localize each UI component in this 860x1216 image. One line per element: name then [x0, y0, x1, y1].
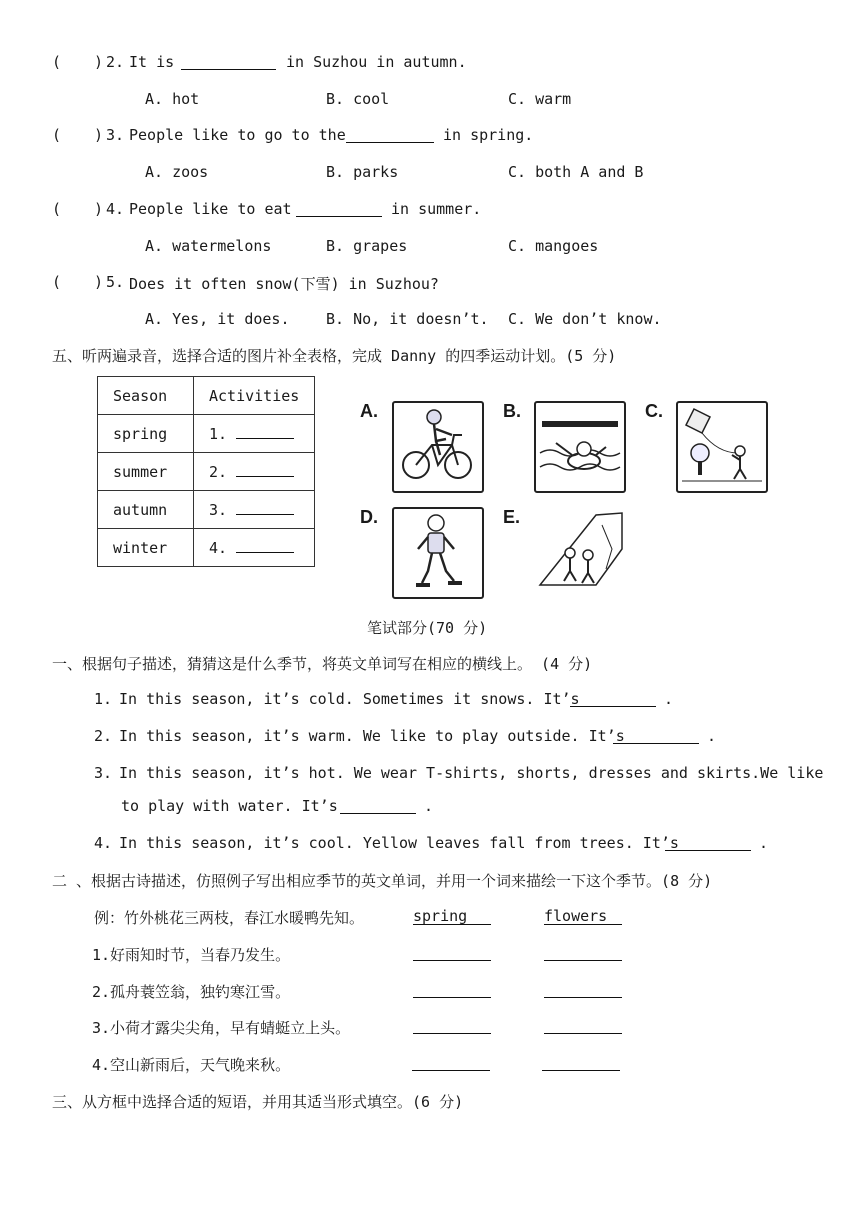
- poem-text: 1.好雨知时节，当春乃发生。: [92, 946, 291, 964]
- swimming-picture: [534, 401, 626, 493]
- table-row: [98, 491, 315, 529]
- answer-paren-open[interactable]: (: [52, 200, 62, 218]
- picture-label-a: A.: [360, 401, 378, 421]
- option-a: A. zoos: [145, 163, 209, 181]
- season-blank[interactable]: [412, 1070, 490, 1071]
- item-text: In this season, it’s hot. We wear T-shirts, shorts, dresses and skirts.We like: [119, 764, 824, 782]
- picture-label-d: D.: [360, 507, 378, 527]
- answer-paren-close: ): [94, 200, 104, 218]
- activity-blank[interactable]: [236, 500, 294, 515]
- answer-blank[interactable]: [613, 743, 699, 744]
- answer-paren-close: ): [94, 126, 104, 144]
- question-text: People like to go to the: [129, 126, 346, 144]
- item-text-line2: to play with water. It’s: [121, 797, 338, 815]
- hikers-icon: [536, 509, 624, 597]
- example-season: spring: [413, 907, 491, 925]
- kite-flying-picture: [676, 401, 768, 493]
- description-blank[interactable]: [544, 960, 622, 961]
- season-blank[interactable]: [413, 960, 491, 961]
- item-end: .: [664, 690, 674, 708]
- hiking-picture: [534, 507, 626, 599]
- season-blank[interactable]: [413, 997, 491, 998]
- row-number: 3.: [209, 501, 228, 519]
- activity-cell[interactable]: [194, 529, 315, 567]
- activity-cell[interactable]: [194, 415, 315, 453]
- item-text: In this season, it’s warm. We like to play outside. It’s: [119, 727, 625, 745]
- answer-blank[interactable]: [181, 69, 276, 70]
- kite-icon: [678, 403, 766, 491]
- question-text: Does it often snow(下雪) in Suzhou?: [129, 275, 439, 293]
- activity-blank[interactable]: [236, 538, 294, 553]
- skater-icon: [394, 509, 482, 597]
- option-c: C. mangoes: [508, 237, 599, 255]
- example-poem: 例：竹外桃花三两枝，春江水暖鸭先知。: [94, 909, 365, 927]
- option-c: C. warm: [508, 90, 572, 108]
- activity-blank[interactable]: [236, 462, 294, 477]
- table-row: [98, 529, 315, 567]
- swimmer-icon: [536, 403, 624, 491]
- poem-text: 2.孤舟蓑笠翁，独钓寒江雪。: [92, 983, 291, 1001]
- season-activity-table: [97, 376, 315, 567]
- season-cell: spring: [98, 415, 194, 453]
- answer-blank[interactable]: [570, 706, 656, 707]
- part-2-title: 二 、根据古诗描述，仿照例子写出相应季节的英文单词，并用一个词来描绘一下这个季节。(8 分): [52, 872, 713, 890]
- season-cell: summer: [98, 453, 194, 491]
- question-number: 5.: [106, 273, 125, 291]
- item-number: 2.: [94, 727, 113, 745]
- item-end: .: [707, 727, 717, 745]
- option-b: B. No, it doesn’t.: [326, 310, 489, 328]
- description-blank[interactable]: [544, 1033, 622, 1034]
- question-number: 3.: [106, 126, 125, 144]
- example-word: flowers: [544, 907, 622, 925]
- answer-blank[interactable]: [346, 142, 434, 143]
- item-text: In this season, it’s cold. Sometimes it snows. It’s: [119, 690, 580, 708]
- question-text-after: in summer.: [391, 200, 482, 218]
- answer-paren-open[interactable]: (: [52, 53, 62, 71]
- item-end: .: [759, 834, 769, 852]
- section-5-title: 五、听两遍录音，选择合适的图片补全表格，完成 Danny 的四季运动计划。(5 分): [52, 347, 617, 365]
- answer-paren-open[interactable]: (: [52, 126, 62, 144]
- answer-paren-close: ): [94, 273, 104, 291]
- answer-blank[interactable]: [296, 216, 382, 217]
- row-number: 4.: [209, 539, 228, 557]
- season-cell: winter: [98, 529, 194, 567]
- answer-blank[interactable]: [665, 850, 751, 851]
- poem-text: 3.小荷才露尖尖角，早有蜻蜓立上头。: [92, 1019, 351, 1037]
- cycling-picture: [392, 401, 484, 493]
- option-a: A. Yes, it does.: [145, 310, 290, 328]
- answer-paren-close: ): [94, 53, 104, 71]
- header-activities: Activities: [194, 377, 315, 415]
- item-text: In this season, it’s cool. Yellow leaves fall from trees. It’s: [119, 834, 679, 852]
- answer-blank[interactable]: [340, 813, 416, 814]
- part-3-title: 三、从方框中选择合适的短语，并用其适当形式填空。(6 分): [52, 1093, 464, 1111]
- table-row: [98, 453, 315, 491]
- question-text-after: in spring.: [443, 126, 534, 144]
- option-c: C. both A and B: [508, 163, 644, 181]
- item-end: .: [424, 797, 434, 815]
- question-text: It is: [129, 53, 175, 71]
- picture-label-c: C.: [645, 401, 663, 421]
- answer-paren-open[interactable]: (: [52, 273, 62, 291]
- row-number: 1.: [209, 425, 228, 443]
- picture-label-b: B.: [503, 401, 521, 421]
- description-blank[interactable]: [542, 1070, 620, 1071]
- option-b: B. cool: [326, 90, 390, 108]
- option-a: A. watermelons: [145, 237, 272, 255]
- item-number: 4.: [94, 834, 113, 852]
- written-part-heading: 笔试部分(70 分): [367, 619, 488, 637]
- activity-blank[interactable]: [236, 424, 294, 439]
- row-number: 2.: [209, 463, 228, 481]
- activity-cell[interactable]: [194, 453, 315, 491]
- poem-text: 4.空山新雨后，天气晚来秋。: [92, 1056, 291, 1074]
- season-cell: autumn: [98, 491, 194, 529]
- header-season: Season: [98, 377, 194, 415]
- option-a: A. hot: [145, 90, 200, 108]
- picture-label-e: E.: [503, 507, 521, 527]
- roller-skating-picture: [392, 507, 484, 599]
- season-blank[interactable]: [413, 1033, 491, 1034]
- item-number: 1.: [94, 690, 113, 708]
- item-number: 3.: [94, 764, 113, 782]
- part-1-title: 一、根据句子描述，猜猜这是什么季节，将英文单词写在相应的横线上。 (4 分): [52, 655, 593, 673]
- question-number: 4.: [106, 200, 125, 218]
- table-header-row: [98, 377, 315, 415]
- description-blank[interactable]: [544, 997, 622, 998]
- table-row: [98, 415, 315, 453]
- cyclist-icon: [394, 403, 482, 491]
- question-text-after: in Suzhou in autumn.: [286, 53, 467, 71]
- activity-cell[interactable]: [194, 491, 315, 529]
- option-b: B. parks: [326, 163, 399, 181]
- question-number: 2.: [106, 53, 125, 71]
- option-b: B. grapes: [326, 237, 408, 255]
- option-c: C. We don’t know.: [508, 310, 662, 328]
- question-text: People like to eat: [129, 200, 292, 218]
